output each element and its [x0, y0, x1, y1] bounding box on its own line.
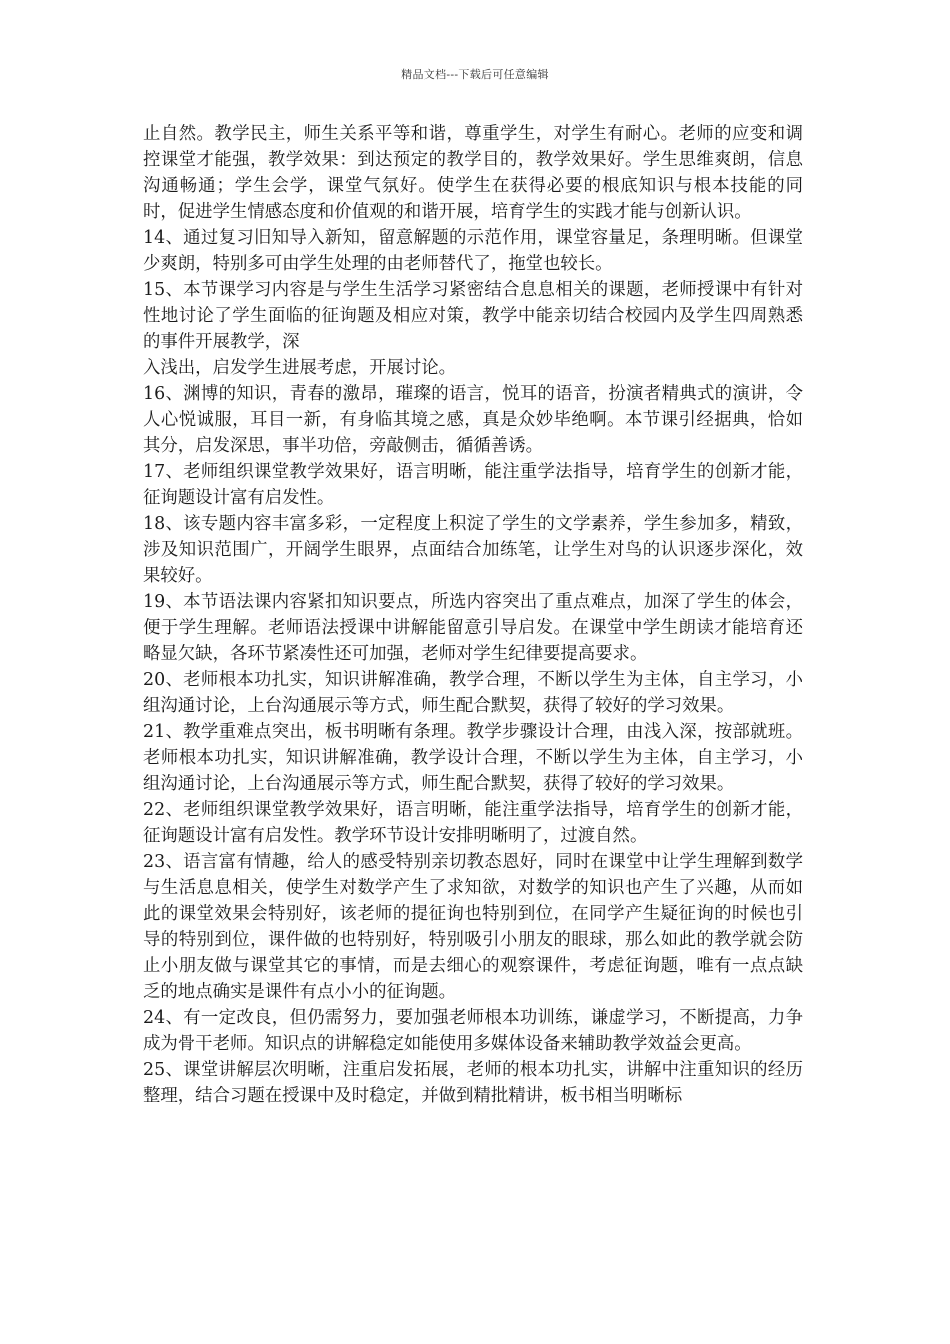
paragraph-19: 19、本节语法课内容紧扣知识要点，所选内容突出了重点难点，加深了学生的体会，便于学生理解。老师语法授课中讲解能留意引导启发。在课堂中学生朗读才能培育还略显欠缺，各环节紧凑性还可加强，老师对学生纪律要提高要求。 [143, 592, 803, 664]
paragraph-18: 18、该专题内容丰富多彩，一定程度上积淀了学生的文学素养，学生参加多，精致，涉及知识范围广，开阔学生眼界，点面结合加练笔，让学生对鸟的认识逐步深化，效果较好。 [143, 514, 803, 586]
paragraph-16: 16、渊博的知识，青春的激昂，璀璨的语言，悦耳的语音，扮演者精典式的演讲，令人心悦诚服，耳目一新，有身临其境之感，真是众妙毕绝啊。本节课引经据典，恰如其分，启发深思，事半功倍，旁敲侧击，循循善诱。 [143, 384, 803, 456]
paragraph-25: 25、课堂讲解层次明晰，注重启发拓展，老师的根本功扎实，讲解中注重知识的经历整理，结合习题在授课中及时稳定，并做到精批精讲，板书相当明晰标 [143, 1060, 803, 1106]
paragraph-20: 20、老师根本功扎实，知识讲解准确，教学合理，不断以学生为主体，自主学习，小组沟通讨论，上台沟通展示等方式，师生配合默契，获得了较好的学习效果。 [143, 670, 803, 716]
page-header: 精品文档---下载后可任意编辑 [401, 68, 549, 81]
paragraph-21: 21、教学重难点突出，板书明晰有条理。教学步骤设计合理，由浅入深，按部就班。老师根本功扎实，知识讲解准确，教学设计合理，不断以学生为主体，自主学习，小组沟通讨论，上台沟通展示等方式，师生配合默契，获得了较好的学习效果。 [143, 722, 803, 794]
document-body [143, 121, 803, 1109]
paragraph-14: 14、通过复习旧知导入新知，留意解题的示范作用，课堂容量足，条理明晰。但课堂少爽朗，特别多可由学生处理的由老师替代了，拖堂也较长。 [143, 228, 803, 274]
paragraph-intro: 止自然。教学民主，师生关系平等和谐，尊重学生，对学生有耐心。老师的应变和调控课堂才能强，教学效果：到达预定的教学目的，教学效果好。学生思维爽朗，信息沟通畅通；学生会学，课堂气氛好。使学生在获得必要的根底知识与根本技能的同时，促进学生情感态度和价值观的和谐开展，培育学生的实践才能与创新认识。 [143, 124, 803, 222]
paragraph-24: 24、有一定改良，但仍需努力，要加强老师根本功训练，谦虚学习，不断提高，力争成为骨干老师。知识点的讲解稳定如能使用多媒体设备来辅助教学效益会更高。 [143, 1008, 803, 1054]
paragraph-23: 23、语言富有情趣，给人的感受特别亲切教态恩好，同时在课堂中让学生理解到数学与生活息息相关，使学生对数学产生了求知欲，对数学的知识也产生了兴趣，从而如此的课堂效果会特别好，该老师的提征询也特别到位，在同学产生疑征询的时候也引导的特别到位，课件做的也特别好，特别吸引小朋友的眼球，那么如此的教学就会防止小朋友做与课堂其它的事情，而是去细心的观察课件，考虑征询题，唯有一点点缺乏的地点确实是课件有点小小的征询题。 [143, 852, 803, 1002]
paragraph-22: 22、老师组织课堂教学效果好，语言明晰，能注重学法指导，培育学生的创新才能，征询题设计富有启发性。教学环节设计安排明晰明了，过渡自然。 [143, 800, 803, 846]
paragraph-15: 15、本节课学习内容是与学生生活学习紧密结合息息相关的课题，老师授课中有针对性地讨论了学生面临的征询题及相应对策，教学中能亲切结合校园内及学生四周熟悉的事件开展教学，深 入浅出，启发学生进展考虑，开展讨论。 [143, 280, 803, 378]
paragraph-17: 17、老师组织课堂教学效果好，语言明晰，能注重学法指导，培育学生的创新才能，征询题设计富有启发性。 [143, 462, 803, 508]
